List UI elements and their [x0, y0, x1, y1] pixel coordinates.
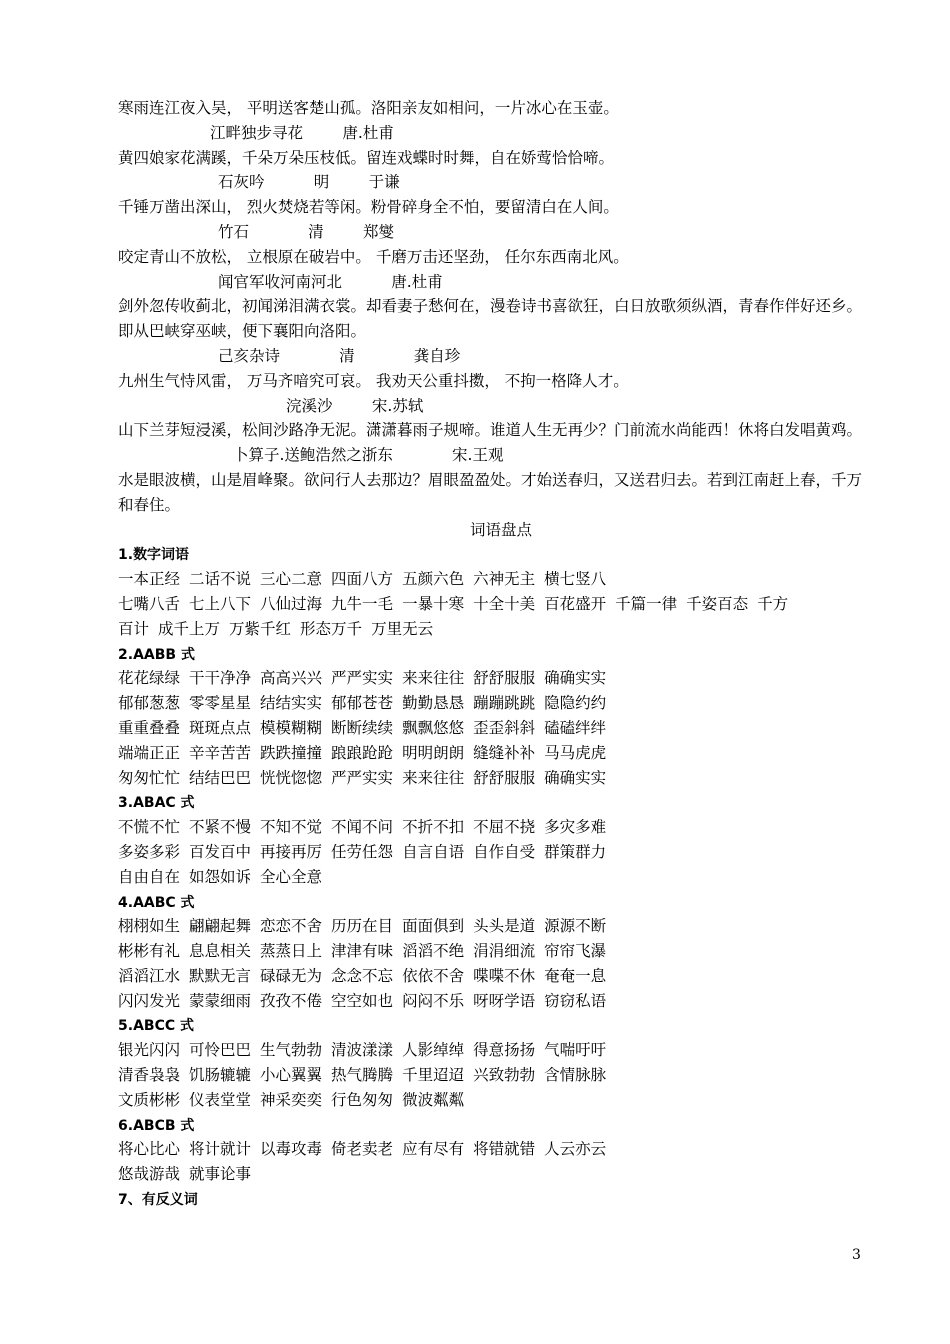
word-row: [118, 815, 864, 840]
word-row: [118, 964, 864, 989]
poem-title: 闻官军收河南河北 唐.杜甫: [218, 272, 443, 291]
word: 行色匆匆: [331, 1090, 394, 1109]
word: 可怜巴巴: [189, 1041, 252, 1060]
word: 确确实实: [544, 669, 607, 688]
word: 端端正正: [118, 743, 181, 762]
word: 源源不断: [544, 917, 607, 936]
word: 多姿多彩: [118, 842, 181, 861]
word: 自由自在: [118, 867, 181, 886]
section-heading: [118, 790, 864, 815]
word: 不闻不问: [331, 818, 394, 837]
word: 斑斑点点: [189, 718, 252, 737]
word: 郁郁苍苍: [331, 694, 394, 713]
word: 应有尽有: [402, 1140, 465, 1159]
word: 十全十美: [473, 594, 536, 613]
vocab-title: 词语盘点: [469, 520, 532, 539]
word: 头头是道: [473, 917, 536, 936]
word: 含情脉脉: [544, 1066, 607, 1085]
word: 飘飘悠悠: [402, 718, 465, 737]
word: 闷闷不乐: [402, 991, 465, 1010]
word: 勤勤恳恳: [402, 694, 465, 713]
word: 横七竖八: [544, 570, 607, 589]
word: 舒舒服服: [473, 669, 536, 688]
word: 将错就错: [473, 1140, 536, 1159]
word: 得意扬扬: [473, 1041, 536, 1060]
word: 栩栩如生: [118, 917, 181, 936]
word: 七嘴八舌: [118, 594, 181, 613]
word: 来来往往: [402, 768, 465, 787]
word: 马马虎虎: [544, 743, 607, 762]
word: 不知不觉: [260, 818, 323, 837]
word: 一本正经: [118, 570, 181, 589]
word-row: [118, 741, 864, 766]
word: 一暴十寒: [402, 594, 465, 613]
word: 磕磕绊绊: [544, 718, 607, 737]
word: 翩翩起舞: [189, 917, 252, 936]
word: 七上八下: [189, 594, 252, 613]
word-row: [118, 914, 864, 939]
poem-title: 己亥杂诗 清 龚自珍: [218, 346, 461, 365]
word: 跌跌撞撞: [260, 743, 323, 762]
section-number: 6.: [118, 1117, 134, 1134]
word: 高高兴兴: [260, 669, 323, 688]
word: 仪表堂堂: [189, 1090, 252, 1109]
word: 九牛一毛: [331, 594, 394, 613]
word: 人云亦云: [544, 1140, 607, 1159]
word: 面面俱到: [402, 917, 465, 936]
word: 确确实实: [544, 768, 607, 787]
word: 模模糊糊: [260, 718, 323, 737]
section-heading: [118, 642, 864, 667]
word: 缝缝补补: [473, 743, 536, 762]
word: 热气腾腾: [331, 1066, 394, 1085]
word: 息息相关: [189, 942, 252, 961]
poem-title: 江畔独步寻花 唐.杜甫: [210, 123, 394, 142]
poem-body: 剑外忽传收蓟北，初闻涕泪满衣裳。却看妻子愁何在，漫卷诗书喜欲狂，白日放歌须纵酒，青春作伴好还乡。即从巴峡穿巫峡，便下襄阳向洛阳。: [118, 297, 863, 341]
word: 成千上万: [158, 619, 221, 638]
word: 四面八方: [331, 570, 394, 589]
word: 自作自受: [473, 842, 536, 861]
section-heading: [118, 1187, 864, 1212]
section-name: AABB 式: [133, 646, 195, 663]
word: 奄奄一息: [544, 966, 607, 985]
word: 明明朗朗: [402, 743, 465, 762]
word: 悠哉游哉: [118, 1165, 181, 1184]
word: 如怨如诉: [189, 867, 252, 886]
poem-body: 寒雨连江夜入吴， 平明送客楚山孤。洛阳亲友如相问，一片冰心在玉壶。: [118, 99, 619, 117]
word-row: [118, 1063, 864, 1088]
word: 零零星星: [189, 694, 252, 713]
poem-title: 竹石 清 郑燮: [218, 222, 395, 241]
word: 不紧不慢: [189, 818, 252, 837]
word: 不慌不忙: [118, 818, 181, 837]
word-row: [118, 592, 864, 617]
section-heading: [118, 890, 864, 915]
word-row: [118, 865, 864, 890]
word: 千方: [757, 594, 789, 613]
word: 重重叠叠: [118, 718, 181, 737]
word: 气喘吁吁: [544, 1041, 607, 1060]
word: 郁郁葱葱: [118, 694, 181, 713]
section-number: 4.: [118, 894, 134, 911]
word: 舒舒服服: [473, 768, 536, 787]
word: 念念不忘: [331, 966, 394, 985]
word: 彬彬有礼: [118, 942, 181, 961]
word-row: [118, 691, 864, 716]
word-row: [118, 989, 864, 1014]
section-heading: [118, 1113, 864, 1138]
section-number: 7、有: [118, 1192, 156, 1209]
word: 全心全意: [260, 867, 323, 886]
section-name: ABCC 式: [133, 1018, 194, 1035]
word-row: [118, 766, 864, 791]
poem-title: 石灰吟 明 于谦: [218, 173, 400, 192]
word-row: [118, 1038, 864, 1063]
section-name: ABCB 式: [133, 1117, 195, 1134]
section-heading: [118, 1013, 864, 1038]
page-number: 3: [852, 1247, 861, 1263]
poem-body: 水是眼波横，山是眉峰聚。欲问行人去那边？眉眼盈盈处。才始送春归，又送君归去。若到江南赶上春，千万和春住。: [118, 470, 863, 514]
word: 结结巴巴: [189, 768, 252, 787]
word: 不折不扣: [402, 818, 465, 837]
poem-title: 浣溪沙 宋.苏轼: [286, 396, 424, 415]
word: 花花绿绿: [118, 669, 181, 688]
word: 歪歪斜斜: [473, 718, 536, 737]
word: 饥肠辘辘: [189, 1066, 252, 1085]
word: 闪闪发光: [118, 991, 181, 1010]
word: 清波漾漾: [331, 1041, 394, 1060]
document-page: [118, 96, 864, 1212]
word: 银光闪闪: [118, 1041, 181, 1060]
word: 三心二意: [260, 570, 323, 589]
word: 干干净净: [189, 669, 252, 688]
word: 隐隐约约: [544, 694, 607, 713]
word: 生气勃勃: [260, 1041, 323, 1060]
word-row: [118, 1162, 864, 1187]
word: 万里无云: [371, 619, 434, 638]
word: 呀呀学语: [473, 991, 536, 1010]
poem-body: 山下兰芽短浸溪，松间沙路净无泥。潇潇暮雨子规啼。谁道人生无再少？门前流水尚能西！休将白发唱黄鸡。: [118, 421, 863, 440]
word: 来来往往: [402, 669, 465, 688]
word: 蒙蒙细雨: [189, 991, 252, 1010]
word: 清香袅袅: [118, 1066, 181, 1085]
word: 千姿百态: [686, 594, 749, 613]
word: 文质彬彬: [118, 1090, 181, 1109]
word: 百发百中: [189, 842, 252, 861]
word: 形态万千: [300, 619, 363, 638]
word: 蹦蹦跳跳: [473, 694, 536, 713]
word: 孜孜不倦: [260, 991, 323, 1010]
poem-title: 卜算子.送鲍浩然之浙东 宋.王观: [233, 446, 504, 465]
word-row: [118, 1088, 864, 1113]
section-number: 3.: [118, 795, 134, 812]
word: 微波粼粼: [402, 1090, 465, 1109]
word: 涓涓细流: [473, 942, 536, 961]
word: 匆匆忙忙: [118, 768, 181, 787]
word: 二话不说: [189, 570, 252, 589]
word: 帘帘飞瀑: [544, 942, 607, 961]
section-name: 反义词: [155, 1192, 198, 1209]
word: 断断续续: [331, 718, 394, 737]
word: 千篇一律: [615, 594, 678, 613]
word: 千里迢迢: [402, 1066, 465, 1085]
poem-body: 千锤万凿出深山， 烈火焚烧若等闲。粉骨碎身全不怕，要留清白在人间。: [118, 198, 619, 217]
word: 百花盛开: [544, 594, 607, 613]
word: 人影绰绰: [402, 1041, 465, 1060]
section-number: 1.: [118, 547, 134, 564]
word: 蒸蒸日上: [260, 942, 323, 961]
word-row: [118, 666, 864, 691]
word: 八仙过海: [260, 594, 323, 613]
word: 空空如也: [331, 991, 394, 1010]
word: 六神无主: [473, 570, 536, 589]
section-number: 2.: [118, 646, 134, 663]
word: 神采奕奕: [260, 1090, 323, 1109]
word: 万紫千红: [229, 619, 292, 638]
word: 辛辛苦苦: [189, 743, 252, 762]
word: 踉踉跄跄: [331, 743, 394, 762]
word: 将心比心: [118, 1140, 181, 1159]
poem-body: 九州生气恃风雷， 万马齐喑究可哀。 我劝天公重抖擞， 不拘一格降人才。: [118, 371, 629, 390]
word: 将计就计: [189, 1140, 252, 1159]
word: 窃窃私语: [544, 991, 607, 1010]
word: 默默无言: [189, 966, 252, 985]
word: 恋恋不舍: [260, 917, 323, 936]
word: 依依不舍: [402, 966, 465, 985]
word: 严严实实: [331, 669, 394, 688]
word: 碌碌无为: [260, 966, 323, 985]
word: 滔滔江水: [118, 966, 181, 985]
section-heading: [118, 542, 864, 567]
word: 结结实实: [260, 694, 323, 713]
word: 五颜六色: [402, 570, 465, 589]
poem-body: 黄四娘家花满蹊，千朵万朵压枝低。留连戏蝶时时舞，自在娇莺恰恰啼。: [118, 148, 615, 167]
word: 任劳任怨: [331, 842, 394, 861]
section-name: 数字词语: [133, 547, 190, 564]
word: 倚老卖老: [331, 1140, 394, 1159]
word: 小心翼翼: [260, 1066, 323, 1085]
word-row: [118, 617, 864, 642]
section-number: 5.: [118, 1018, 134, 1035]
word-row: [118, 939, 864, 964]
word: 历历在目: [331, 917, 394, 936]
section-name: ABAC 式: [133, 795, 195, 812]
word-row: [118, 1137, 864, 1162]
word-row: [118, 567, 864, 592]
word: 滔滔不绝: [402, 942, 465, 961]
word-row: [118, 840, 864, 865]
word: 群策群力: [544, 842, 607, 861]
word: 不屈不挠: [473, 818, 536, 837]
section-name: AABC 式: [133, 894, 195, 911]
word: 就事论事: [189, 1165, 252, 1184]
word: 津津有味: [331, 942, 394, 961]
word: 恍恍惚惚: [260, 768, 323, 787]
word: 多灾多难: [544, 818, 607, 837]
word: 自言自语: [402, 842, 465, 861]
word: 再接再厉: [260, 842, 323, 861]
word: 以毒攻毒: [260, 1140, 323, 1159]
poem-body: 咬定青山不放松， 立根原在破岩中。 千磨万击还坚劲， 任尔东西南北风。: [118, 247, 629, 266]
word: 严严实实: [331, 768, 394, 787]
word: 喋喋不休: [473, 966, 536, 985]
word: 百计: [118, 619, 150, 638]
word-row: [118, 716, 864, 741]
word: 兴致勃勃: [473, 1066, 536, 1085]
